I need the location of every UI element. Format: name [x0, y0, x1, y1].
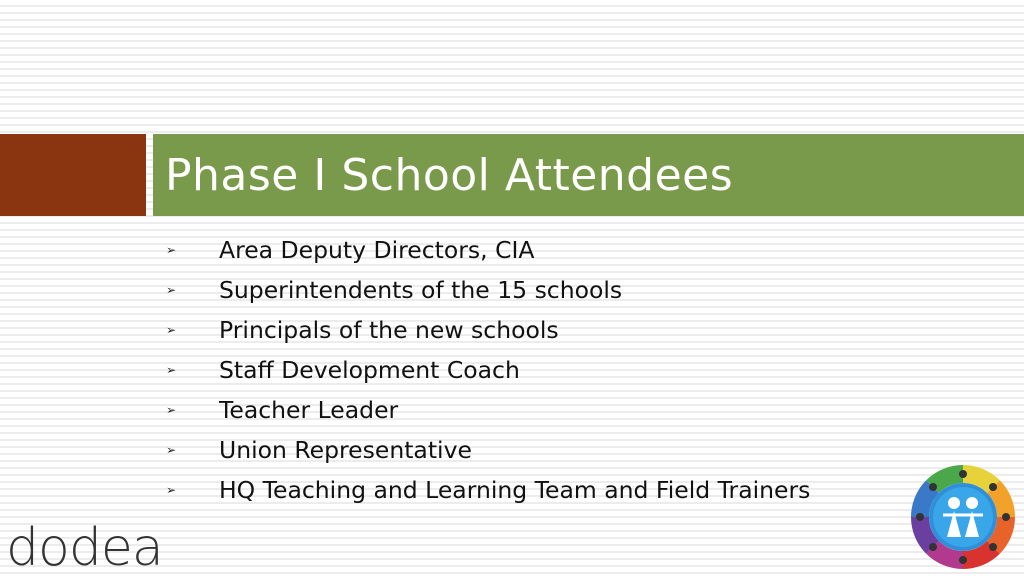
arrowhead-bullet-icon: ➢	[166, 243, 177, 257]
accent-block	[0, 134, 146, 216]
bullet-text: HQ Teaching and Learning Team and Field Trainers	[219, 476, 811, 504]
slide-title: Phase I School Attendees	[165, 149, 734, 201]
list-item	[163, 350, 810, 390]
list-item	[163, 230, 810, 270]
arrowhead-bullet-icon: ➢	[166, 483, 177, 497]
list-item	[163, 310, 810, 350]
arrowhead-bullet-icon: ➢	[166, 403, 177, 417]
arrowhead-bullet-icon: ➢	[166, 363, 177, 377]
title-bar	[153, 134, 1024, 216]
arrowhead-bullet-icon: ➢	[166, 283, 177, 297]
arrowhead-bullet-icon: ➢	[166, 443, 177, 457]
bullet-text: Union Representative	[219, 436, 472, 464]
bullet-text: Staff Development Coach	[219, 356, 520, 384]
list-item	[163, 270, 810, 310]
dodea-logo: dodea	[6, 518, 163, 578]
bullet-text: Area Deputy Directors, CIA	[219, 236, 535, 264]
bullet-text: Teacher Leader	[219, 396, 399, 424]
dodea-seal-icon	[910, 464, 1016, 570]
bullet-text: Superintendents of the 15 schools	[219, 276, 623, 304]
list-item	[163, 390, 810, 430]
bullet-list	[163, 230, 810, 510]
bullet-text: Principals of the new schools	[219, 316, 559, 344]
list-item	[163, 470, 810, 510]
arrowhead-bullet-icon: ➢	[166, 323, 177, 337]
list-item	[163, 430, 810, 470]
